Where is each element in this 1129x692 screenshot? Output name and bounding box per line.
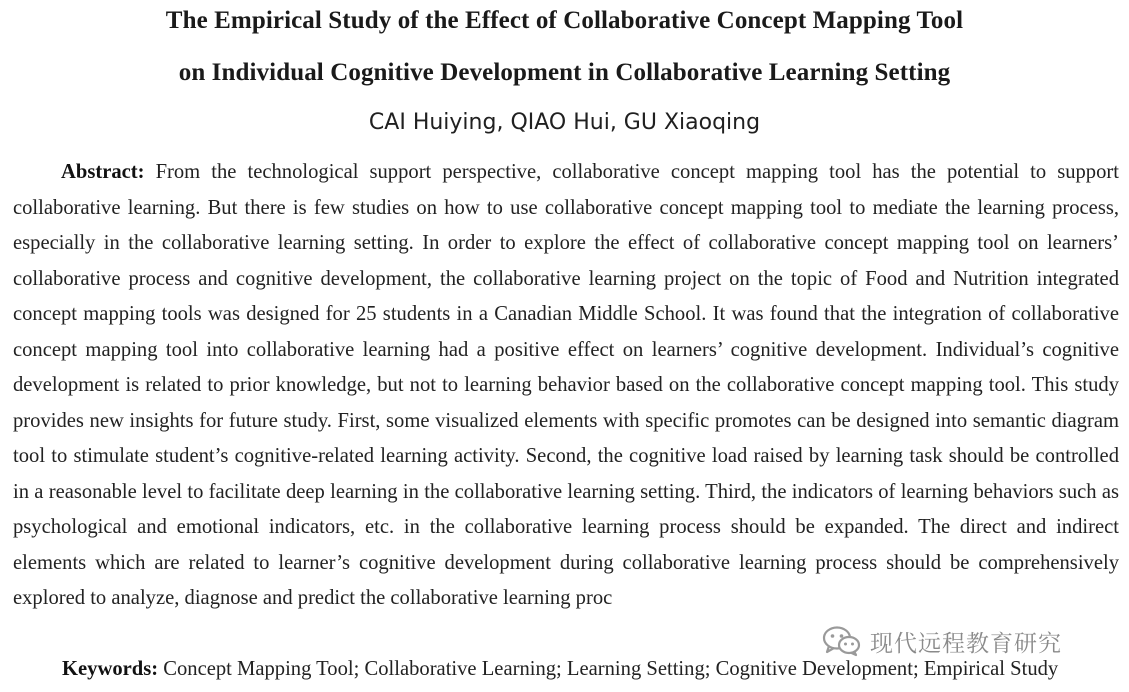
authors: CAI Huiying, QIAO Hui, GU Xiaoqing [368,110,761,135]
watermark-text: 现代远程教育研究 [870,630,1062,657]
keywords [62,654,1122,684]
watermark [818,624,1066,658]
paper-title-line-2: on Individual Cognitive Development in Collaborative Learning Setting [178,59,951,86]
keywords-text: Concept Mapping Tool; Collaborative Learning; Learning Setting; Cognitive Development; Empirical Study [158,658,1059,680]
keywords-label: Keywords: [62,658,159,680]
abstract-label: Abstract: [61,161,145,183]
paper-title-line-1: The Empirical Study of the Effect of Collaborative Concept Mapping Tool [165,7,964,34]
wechat-icon [822,625,862,657]
abstract [13,155,1119,617]
abstract-text: From the technological support perspective, collaborative concept mapping tool has the potential to support collaborative learning. But there is few studies on how to use collaborative concept mapping tool to mediate the learning process, especially in the collaborative learning setting. In order to explore the effect of collaborative concept mapping tool on learners’ collaborative process and cognitive development, the collaborative learning project on the topic of Food and Nutrition integrated concept mapping tools was designed for 25 students in a Canadian Middle School. It was found that the integration of collaborative concept mapping tool into collaborative learning had a positive effect on learners’ cognitive development. Individual’s cognitive development is related to prior knowledge, but not to learning behavior based on the collaborative concept mapping tool. This study provides new insights for future study. First, some visualized elements with specific promotes can be designed into semantic diagram tool to stimulate student’s cognitive-related learning activity. Second, the cognitive load raised by learning task should be controlled in a reasonable level to facilitate deep learning in the collaborative learning setting. Third, the indicators of learning behaviors such as psychological and emotional indicators, etc. in the collaborative learning process should be expanded. The direct and indirect elements which are related to learner’s cognitive development during collaborative learning process should be comprehensively explored to analyze, diagnose and predict the collaborative learning proc [13,161,1119,609]
